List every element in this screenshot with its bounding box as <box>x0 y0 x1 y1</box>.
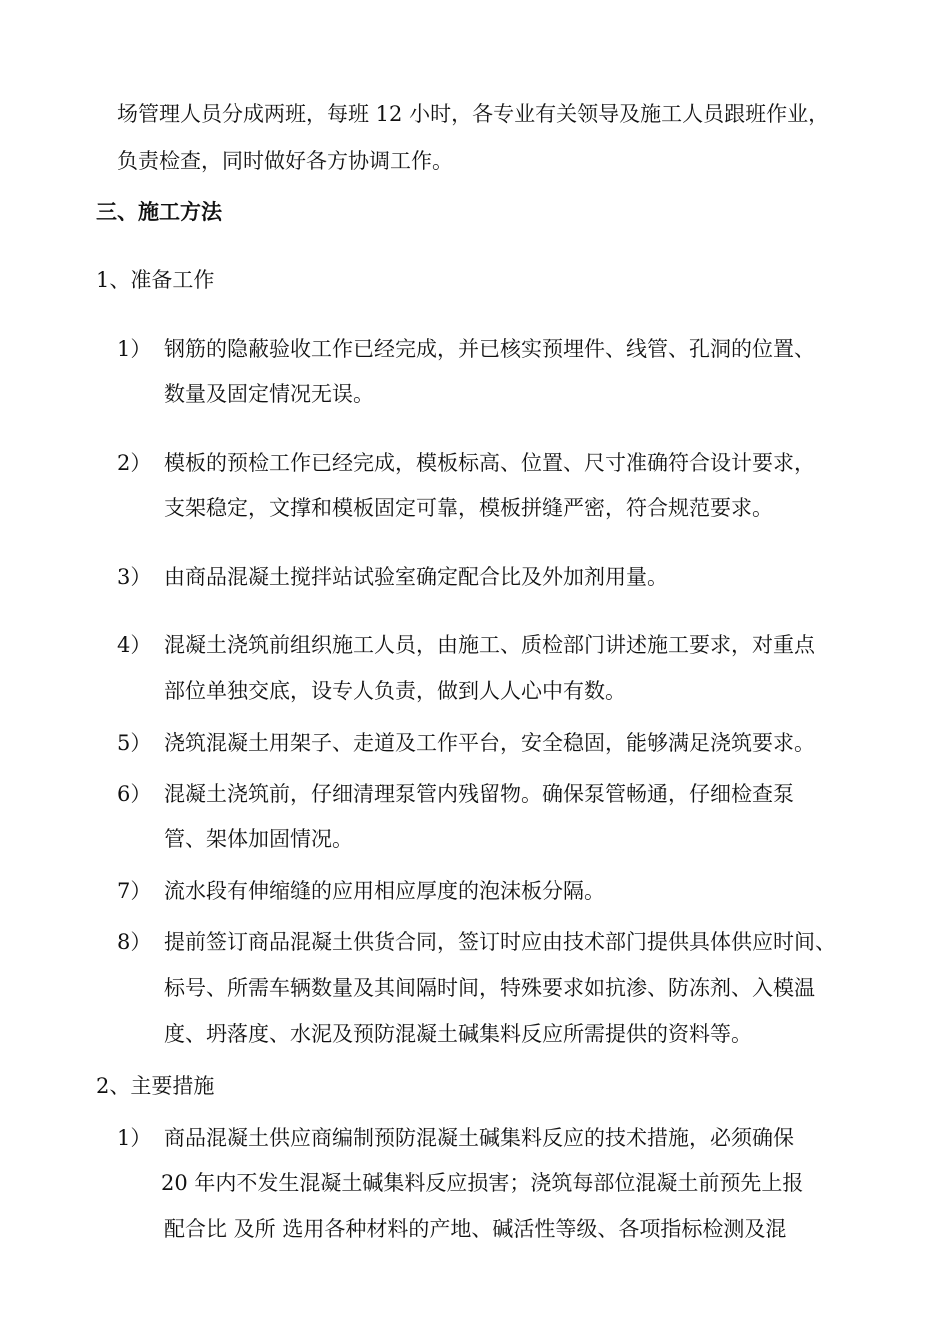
item-text-line: 部位单独交底，设专人负责，做到人人心中有数。 <box>164 679 626 703</box>
item-number: 8） <box>117 930 152 954</box>
item-text-line: 数量及固定情况无误。 <box>164 382 374 406</box>
item-text-line: 钢筋的隐蔽验收工作已经完成，并已核实预埋件、线管、孔洞的位置、 <box>164 337 815 361</box>
item-text-line: 标号、所需车辆数量及其间隔时间，特殊要求如抗渗、防冻剂、入模温 <box>164 976 815 1000</box>
subsection-heading-preparation: 1、准备工作 <box>96 268 215 292</box>
item-number: 4） <box>117 633 152 657</box>
item-text-line: 度、坍落度、水泥及预防混凝土碱集料反应所需提供的资料等。 <box>164 1022 752 1046</box>
item-number: 7） <box>117 879 152 903</box>
item-text-line: 支架稳定，文撑和模板固定可靠，模板拼缝严密，符合规范要求。 <box>164 496 773 520</box>
subsection-heading-main-measures: 2、主要措施 <box>96 1074 215 1098</box>
item-text-line: 商品混凝土供应商编制预防混凝土碱集料反应的技术措施，必须确保 <box>164 1126 794 1150</box>
item-text-line: 提前签订商品混凝土供货合同，签订时应由技术部门提供具体供应时间、 <box>164 930 836 954</box>
item-text-line: 由商品混凝土搅拌站试验室确定配合比及外加剂用量。 <box>164 565 668 589</box>
section-heading-construction-method: 三、施工方法 <box>96 199 222 224</box>
item-text-line: 配合比 及所 选用各种材料的产地、碱活性等级、各项指标检测及混 <box>164 1217 787 1241</box>
item-number: 6） <box>117 782 152 806</box>
intro-line-2: 负责检查，同时做好各方协调工作。 <box>117 149 453 173</box>
item-text-line: 流水段有伸缩缝的应用相应厚度的泡沫板分隔。 <box>164 879 605 903</box>
item-number: 2） <box>117 451 152 475</box>
item-text-line: 浇筑混凝土用架子、走道及工作平台，安全稳固，能够满足浇筑要求。 <box>164 731 815 755</box>
item-number: 3） <box>117 565 152 589</box>
item-number: 1） <box>117 337 152 361</box>
item-number: 1） <box>117 1126 152 1150</box>
item-text-line: 20 年内不发生混凝土碱集料反应损害；浇筑每部位混凝土前预先上报 <box>161 1171 804 1195</box>
item-text-line: 管、架体加固情况。 <box>164 827 353 851</box>
intro-line-1: 场管理人员分成两班，每班 12 小时，各专业有关领导及施工人员跟班作业， <box>117 102 830 126</box>
item-text-line: 混凝土浇筑前，仔细清理泵管内残留物。确保泵管畅通，仔细检查泵 <box>164 782 794 806</box>
item-text-line: 混凝土浇筑前组织施工人员，由施工、质检部门讲述施工要求，对重点 <box>164 633 815 657</box>
item-text-line: 模板的预检工作已经完成，模板标高、位置、尺寸准确符合设计要求， <box>164 451 815 475</box>
item-number: 5） <box>117 731 152 755</box>
